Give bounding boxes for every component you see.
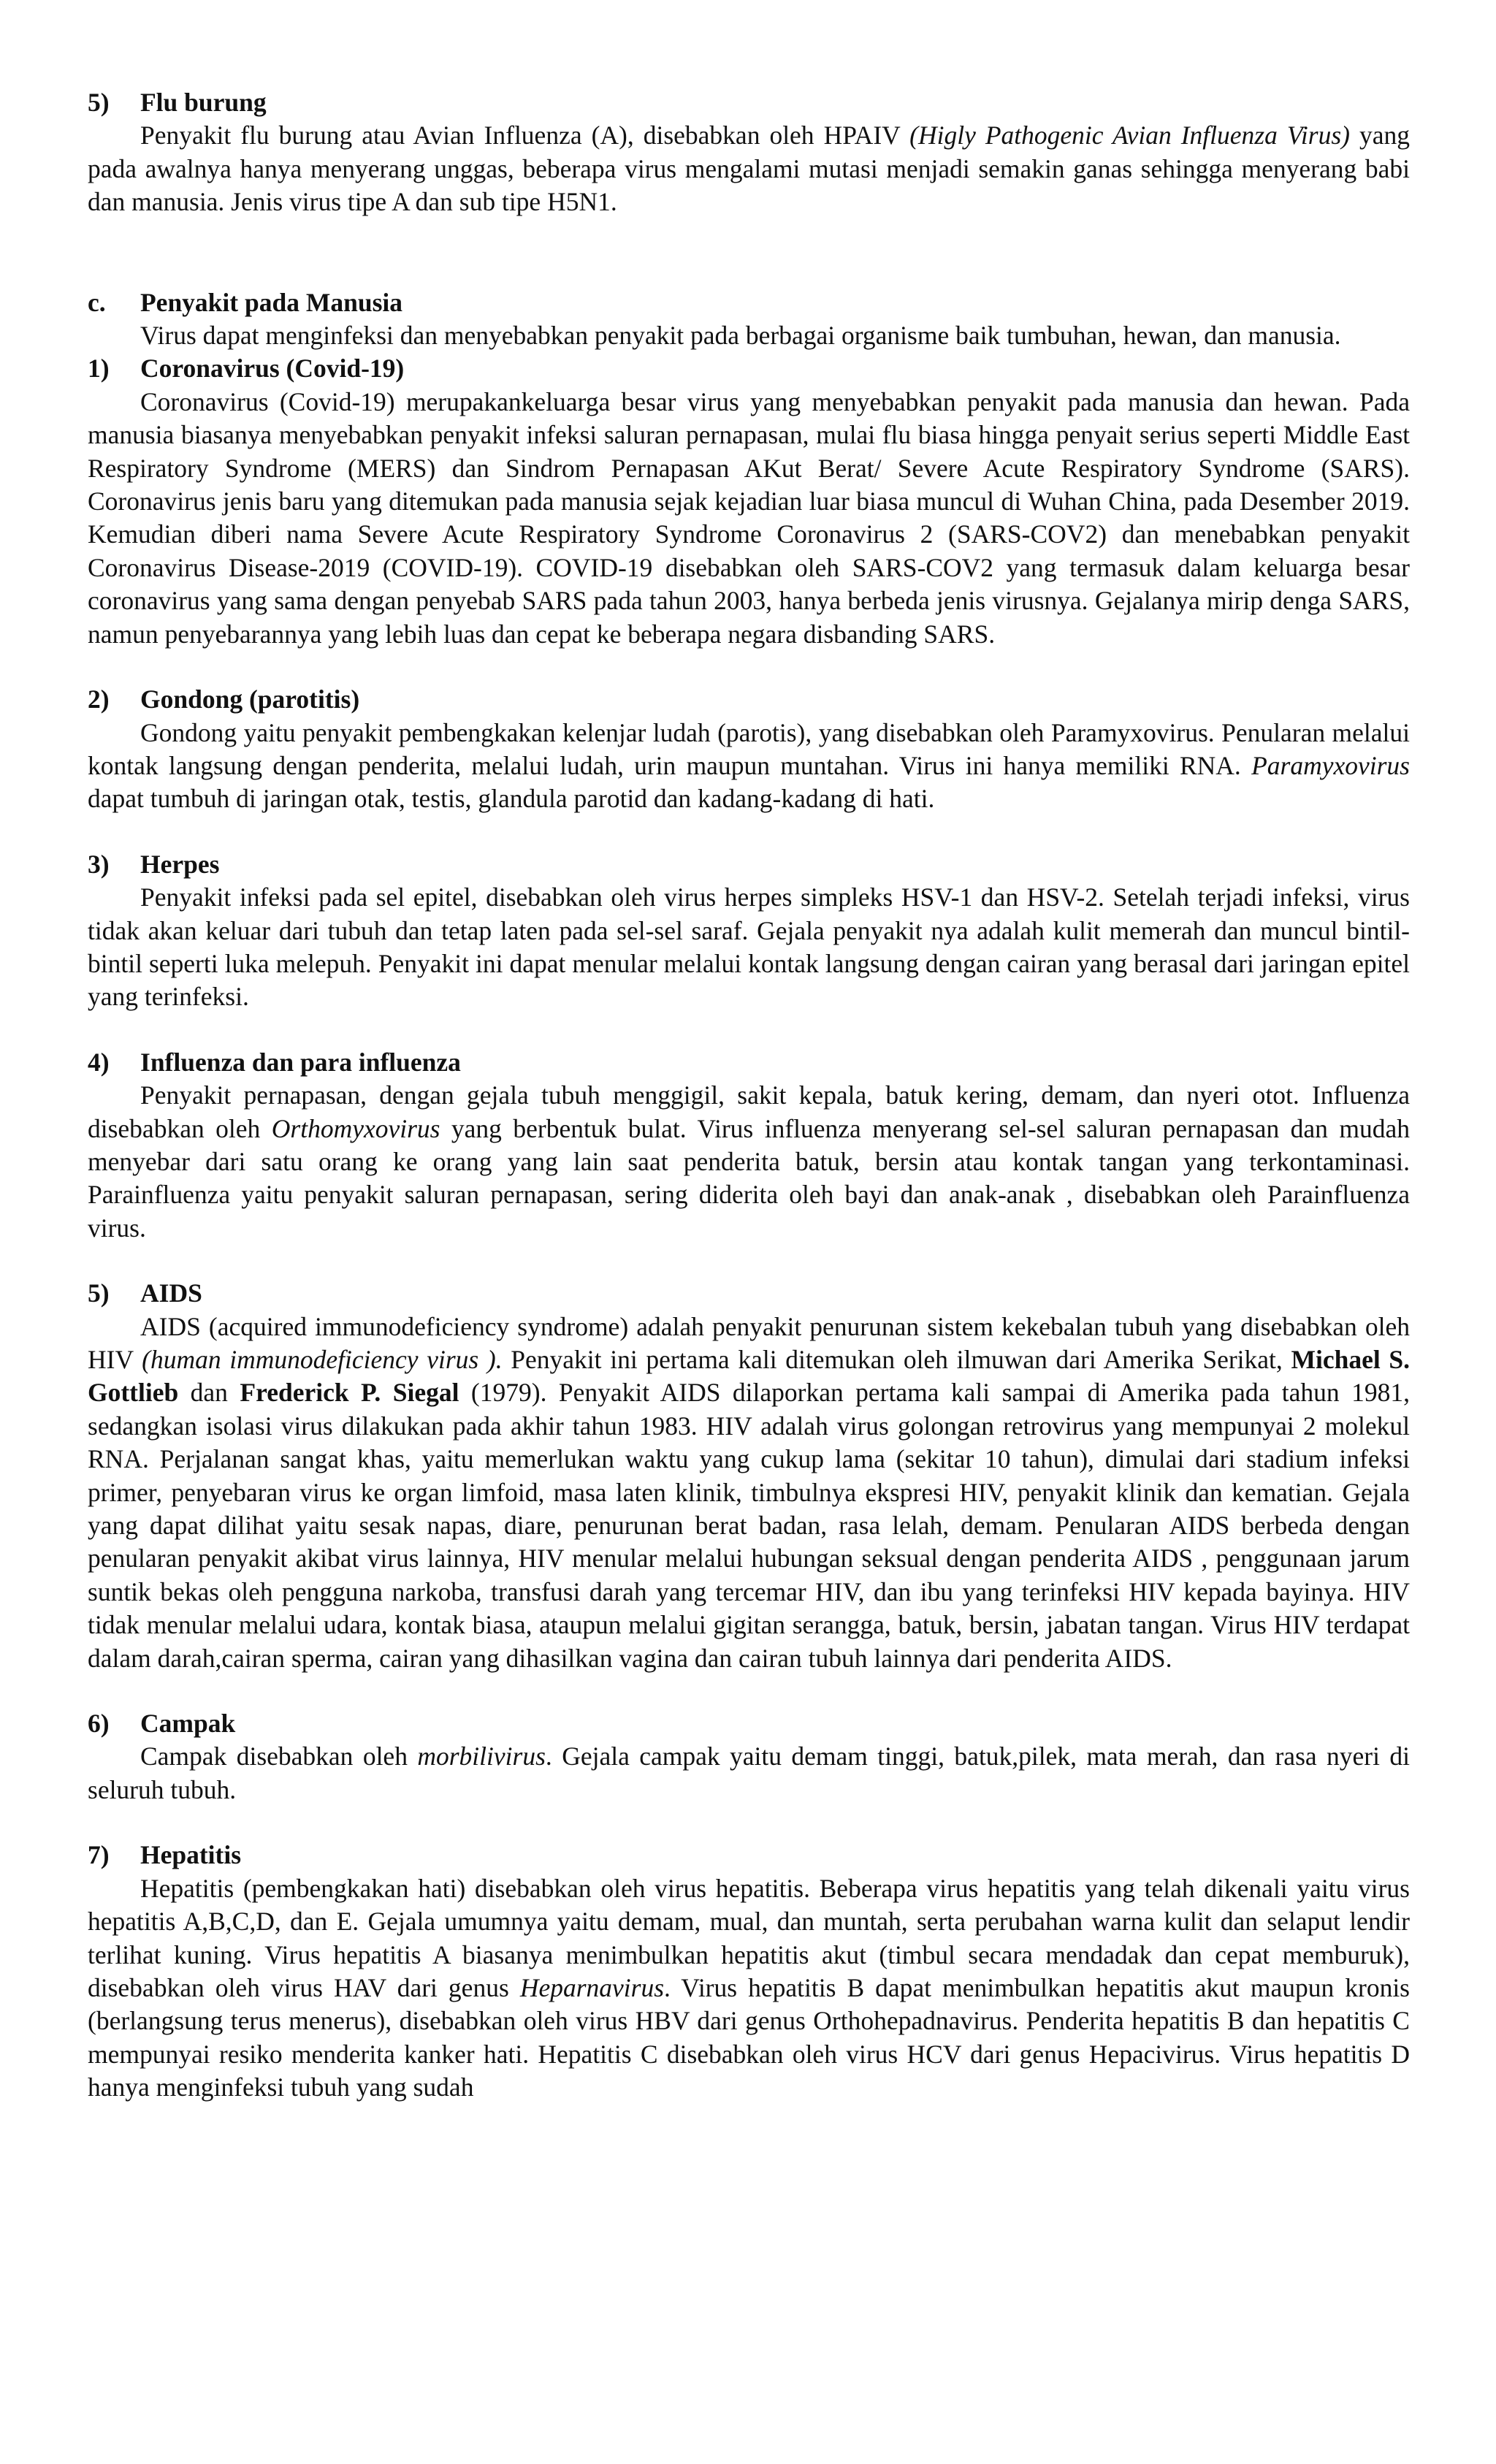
paragraph <box>88 1872 1410 2105</box>
section-title: Campak <box>140 1709 236 1739</box>
text-run: Penyakit ini pertama kali ditemukan oleh ilmuwan dari Amerika Serikat, <box>502 1345 1291 1374</box>
chapter-title: Penyakit pada Manusia <box>140 287 403 317</box>
section-title: Herpes <box>140 849 220 879</box>
section-title: Hepatitis <box>140 1840 242 1870</box>
paragraph <box>88 717 1410 816</box>
section-number: 7) <box>88 1840 110 1870</box>
section-number: 6) <box>88 1709 110 1739</box>
text-run: Hepatitis (pembengkakan hati) disebabkan oleh virus hepatitis. Beberapa virus hepatitis yang telah dikenali yaitu virus hepatitis A,B,C,D, dan E. Gejala umumnya yaitu demam, mual, dan muntah, serta perubahan warna kulit dan selaput lendir terlihat kuning. Virus hepatitis A biasanya menimbulkan hepatitis akut (timbul secara mendadak dan cepat memburuk), disebabkan oleh virus HAV dari genus <box>88 1873 1410 2002</box>
text-run: dan <box>178 1378 240 1408</box>
section-heading <box>88 1277 1410 1310</box>
italic-text: morbilivirus <box>417 1742 546 1771</box>
section-title: Coronavirus (Covid-19) <box>140 354 405 384</box>
text-run: Gondong yaitu penyakit pembengkakan kelenjar ludah (parotis), yang disebabkan oleh Paramyxovirus. Penularan melalui kontak langsung dengan penderita, melalui ludah, urin maupun muntahan. Virus ini hanya memiliki RNA. <box>88 717 1410 780</box>
section-title: Gondong (parotitis) <box>140 684 360 714</box>
section-number: 5) <box>88 1278 110 1308</box>
section-heading <box>88 848 1410 881</box>
text-run: Campak disebabkan oleh <box>140 1742 418 1771</box>
italic-text: Orthomyxovirus <box>271 1113 440 1143</box>
text-run: AIDS (acquired immunodeficiency syndrome) adalah penyakit penurunan sistem kekebalan tubuh yang disebabkan oleh HIV <box>88 1311 1410 1374</box>
section-heading <box>88 1707 1410 1740</box>
paragraph <box>88 119 1410 218</box>
section-heading <box>88 86 1410 119</box>
paragraph <box>88 1740 1410 1807</box>
section-influenza <box>88 1046 1410 1245</box>
section-heading <box>88 1046 1410 1079</box>
paragraph: Penyakit infeksi pada sel epitel, disebabkan oleh virus herpes simpleks HSV-1 dan HSV-2. Setelah terjadi infeksi, virus tidak akan keluar dari tubuh dan tetap laten pada sel-sel saraf. Gejala penyakit nya adalah kulit memerah dan muncul bintil-bintil seperti luka melepuh. Penyakit ini dapat menular melalui kontak langsung dengan cairan yang berasal dari jaringan epitel yang terinfeksi. <box>88 882 1410 1012</box>
paragraph: Coronavirus (Covid-19) merupakankeluarga besar virus yang menyebabkan penyakit pada manusia dan hewan. Pada manusia biasanya menyebabkan penyakit infeksi saluran pernapasan, mulai flu biasa hingga penyait serius seperti Middle East Respiratory Syndrome (MERS) dan Sindrom Pernapasan AKut Berat/ Severe Acute Respiratory Syndrome (SARS). Coronavirus jenis baru yang ditemukan pada manusia sejak kejadian luar biasa muncul di Wuhan China, pada Desember 2019. Kemudian diberi nama Severe Acute Respiratory Syndrome Coronavirus 2 (SARS-COV2) dan menebabkan penyakit Coronavirus Disease-2019 (COVID-19). COVID-19 disebabkan oleh SARS-COV2 yang termasuk dalam keluarga besar coronavirus yang sama dengan penyebab SARS pada tahun 2003, hanya berbeda jenis virusnya. Gejalanya mirip denga SARS, namun penyebarannya yang lebih luas dan cepat ke beberapa negara disbanding SARS. <box>88 386 1410 649</box>
section-heading <box>88 352 1410 385</box>
italic-text: (human immunodeficiency virus ). <box>142 1345 503 1374</box>
paragraph <box>88 1311 1410 1675</box>
chapter-number: c. <box>88 287 106 317</box>
text-run: yang berbentuk bulat. Virus influenza menyerang sel-sel saluran pernapasan dan mudah menyebar dari satu orang ke orang yang lain saat penderita batuk, bersin atau kontak tangan yang terkontaminasi. Parainfluenza yaitu penyakit saluran pernapasan, sering diderita oleh bayi dan anak-anak , disebabkan oleh Parainfluenza virus. <box>88 1113 1410 1243</box>
section-number: 3) <box>88 849 110 879</box>
section-hepatitis <box>88 1839 1410 2104</box>
section-number: 4) <box>88 1047 110 1077</box>
section-number: 1) <box>88 354 110 384</box>
italic-text: Heparnavirus <box>519 1972 665 2002</box>
section-gondong <box>88 683 1410 816</box>
paragraph: Virus dapat menginfeksi dan menyebabkan penyakit pada berbagai organisme baik tumbuhan, hewan, dan manusia. <box>140 321 1341 351</box>
chapter-penyakit-manusia <box>88 286 1410 353</box>
section-title: Flu burung <box>140 88 267 117</box>
text-run: Penyakit pernapasan, dengan gejala tubuh menggigil, sakit kepala, batuk kering, demam, dan nyeri otot. Influenza disebabkan oleh <box>88 1080 1410 1143</box>
text-run: . Virus hepatitis B dapat menimbulkan hepatitis akut maupun kronis (berlangsung terus menerus), disebabkan oleh virus HBV dari genus Orthohepadnavirus. Penderita hepatitis B dan hepatitis C mempunyai resiko menderita kanker hati. Hepatitis C disebabkan oleh virus HCV dari genus Hepacivirus. Virus hepatitis D hanya menginfeksi tubuh yang sudah <box>88 1972 1411 2102</box>
text-run: yang pada awalnya hanya menyerang unggas, beberapa virus mengalami mutasi menjadi semakin ganas sehingga menyerang babi dan manusia. Jenis virus tipe A dan sub tipe H5N1. <box>88 121 1410 217</box>
document-page <box>88 86 1410 2105</box>
bold-text: Frederick P. Siegal <box>240 1378 459 1408</box>
section-number: 2) <box>88 684 110 714</box>
section-title: AIDS <box>140 1278 202 1308</box>
section-heading <box>88 1839 1410 1872</box>
paragraph <box>88 1079 1410 1245</box>
bold-text: Michael S. Gottlieb <box>88 1345 1410 1408</box>
section-number: 5) <box>88 88 110 117</box>
text-run: dapat tumbuh di jaringan otak, testis, glandula parotid dan kadang-kadang di hati. <box>88 784 935 814</box>
chapter-heading <box>88 286 1410 319</box>
section-title: Influenza dan para influenza <box>140 1047 461 1077</box>
italic-text: (Higly Pathogenic Avian Influenza Virus) <box>909 121 1350 150</box>
section-covid <box>88 352 1410 651</box>
italic-text: Paramyxovirus <box>1251 750 1410 780</box>
section-aids <box>88 1277 1410 1675</box>
text-run: (1979). Penyakit AIDS dilaporkan pertama kali sampai di Amerika pada tahun 1981, sedangkan isolasi virus dilakukan pada akhir tahun 1983. HIV adalah virus golongan retrovirus yang mempunyai 2 molekul RNA. Perjalanan sangat khas, yaitu memerlukan waktu yang cukup lama (sekitar 10 tahun), dimulai dari stadium infeksi primer, penyebaran virus ke organ limfoid, masa laten klinik, timbulnya ekspresi HIV, penyakit klinik dan kematian. Gejala yang dapat dilihat yaitu sesak napas, diare, penurunan berat badan, rasa lelah, demam. Penularan AIDS berbeda dengan penularan penyakit akibat virus lainnya, HIV menular melalui hubungan seksual dengan penderita AIDS , penggunaan jarum suntik bekas oleh pengguna narkoba, transfusi darah yang tercemar HIV, dan ibu yang terinfeksi HIV kepada bayinya. HIV tidak menular melalui udara, kontak biasa, ataupun melalui gigitan serangga, batuk, bersin, jabatan tangan. Virus HIV terdapat dalam darah,cairan sperma, cairan yang dihasilkan vagina dan cairan tubuh lainnya dari penderita AIDS. <box>88 1378 1410 1673</box>
section-flu-burung <box>88 86 1410 219</box>
text-run: Penyakit flu burung atau Avian Influenza (A), disebabkan oleh HPAIV <box>140 121 910 150</box>
section-herpes <box>88 848 1410 1014</box>
text-run: . Gejala campak yaitu demam tinggi, batuk,pilek, mata merah, dan rasa nyeri di seluruh tubuh. <box>88 1742 1411 1804</box>
section-heading <box>88 683 1410 716</box>
section-campak <box>88 1707 1410 1807</box>
